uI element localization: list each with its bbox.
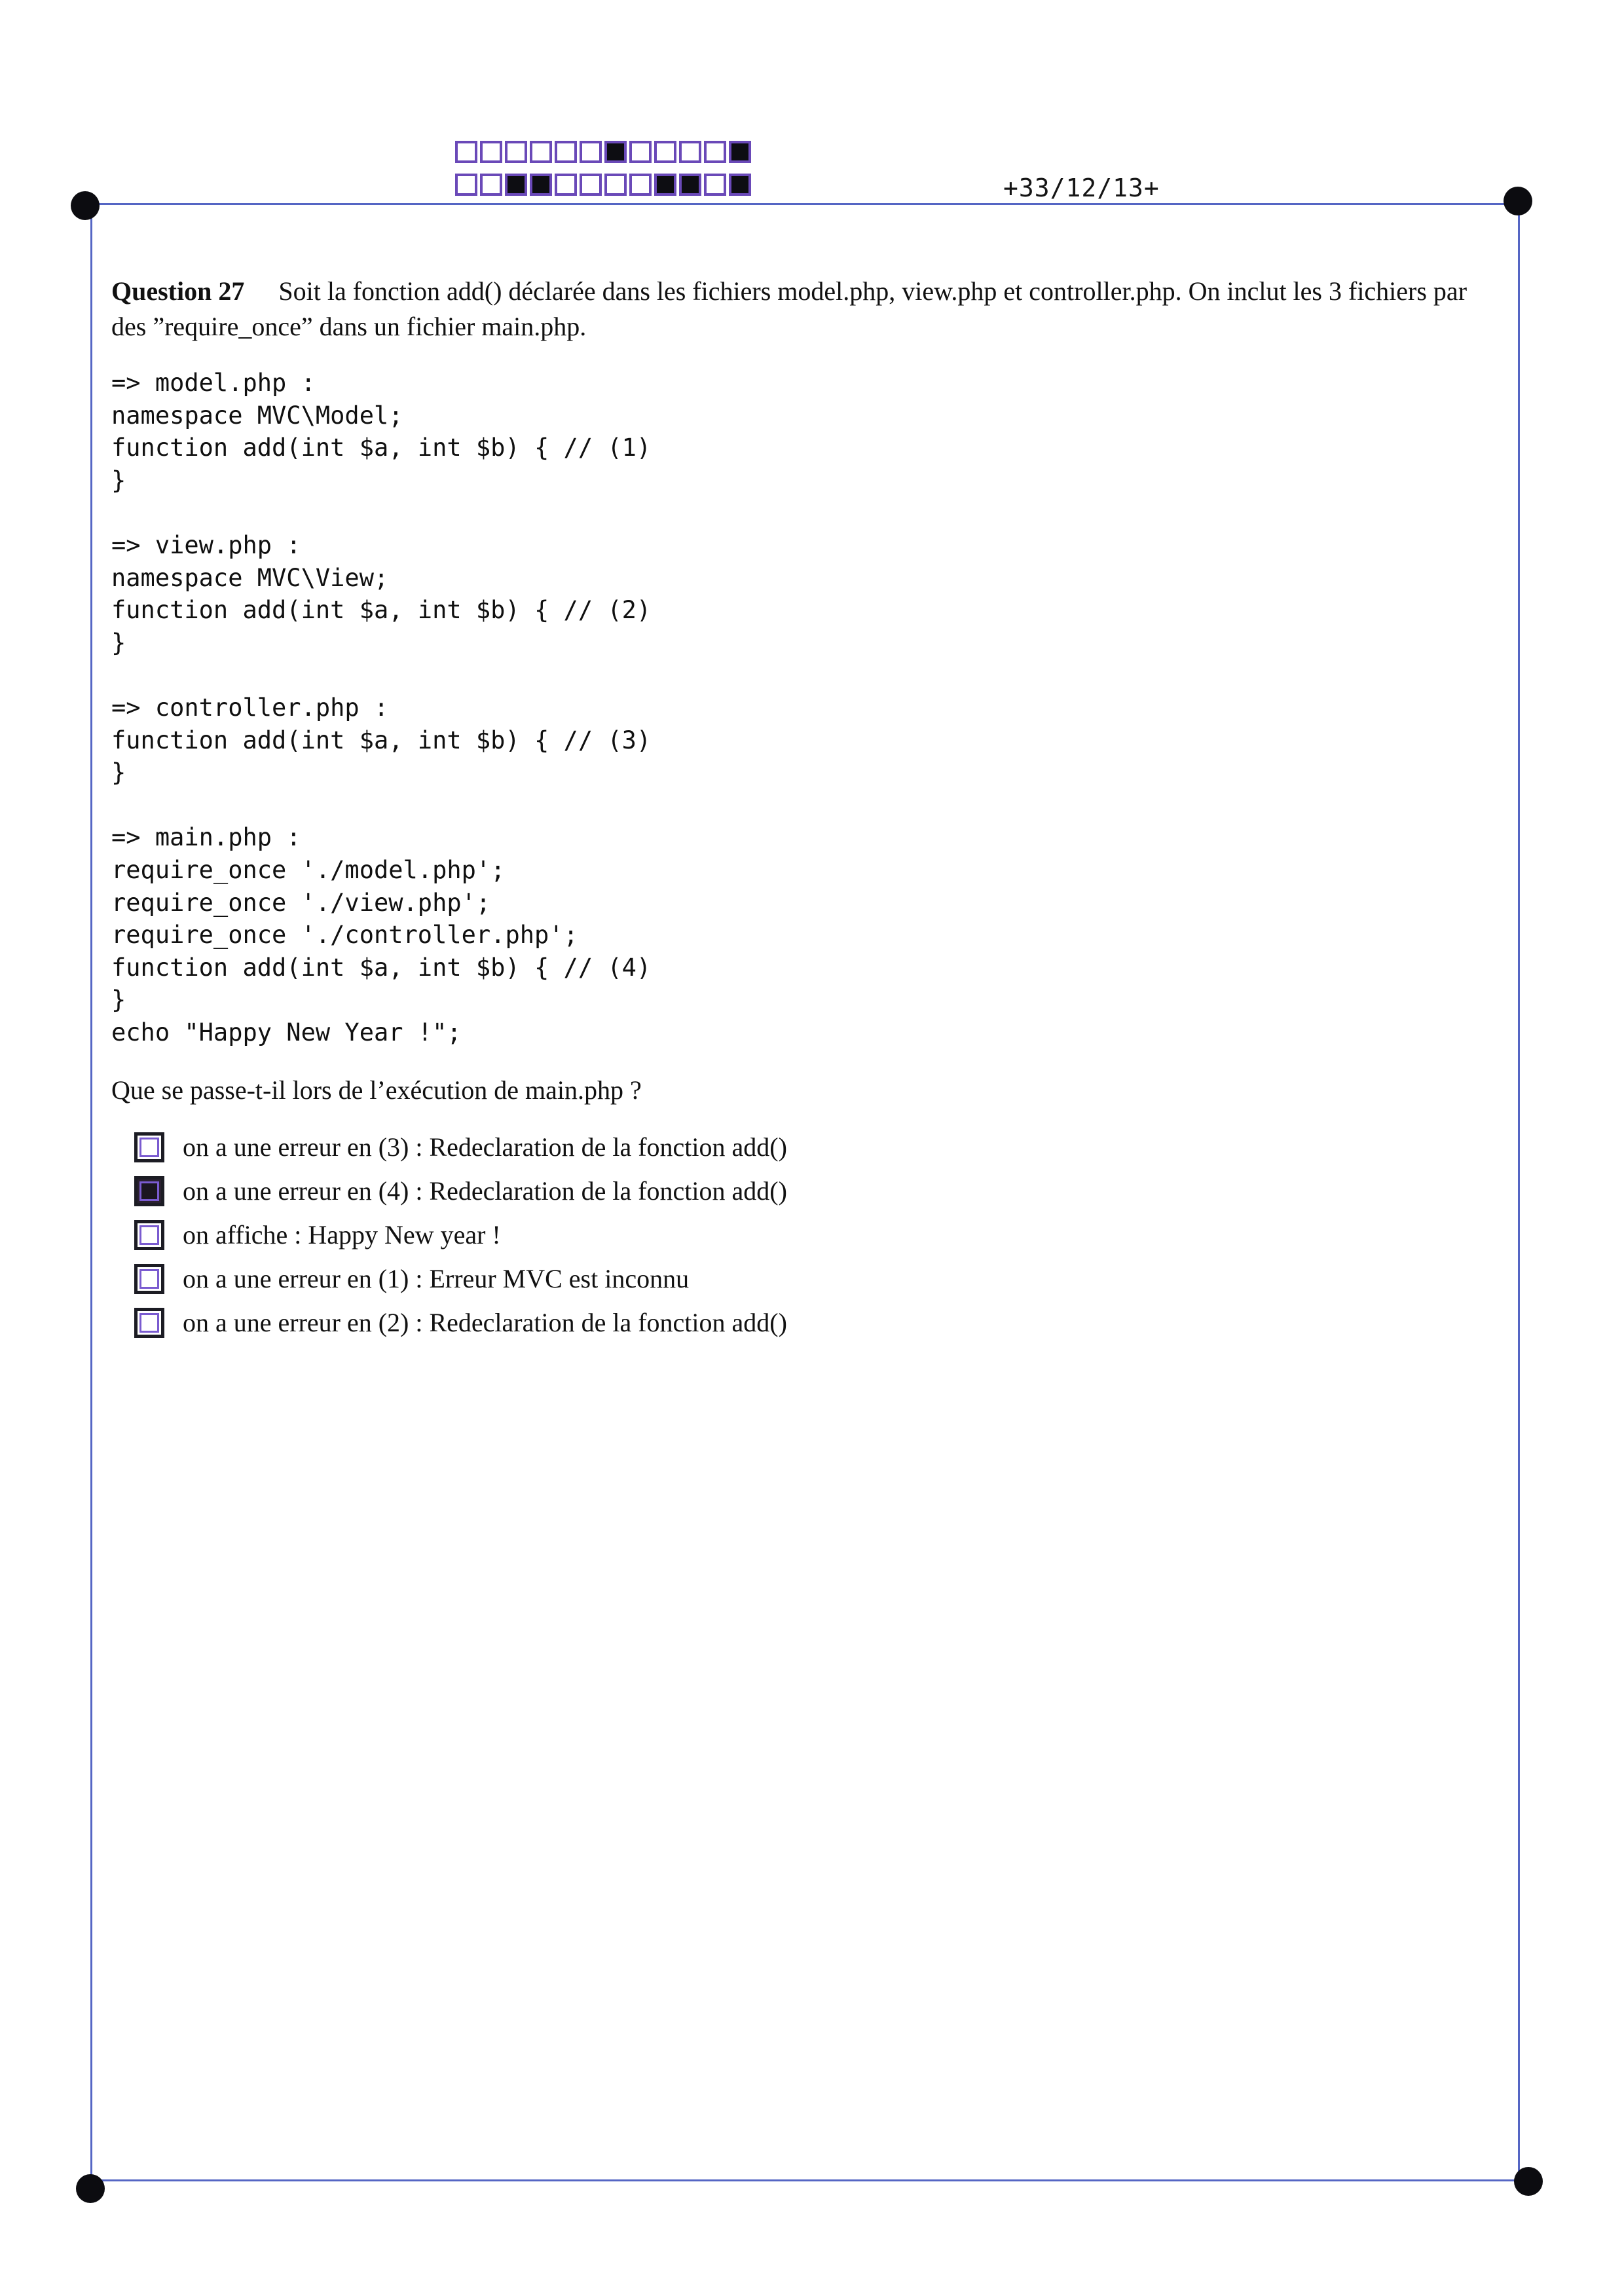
id-code-row-2 bbox=[455, 174, 754, 196]
id-code-cell bbox=[455, 174, 477, 196]
question-prompt: Que se passe-t-il lors de l’exécution de main.php ? bbox=[111, 1075, 642, 1105]
code-line: require_once './controller.php'; bbox=[111, 921, 578, 950]
code-line bbox=[111, 659, 651, 692]
code-line: => view.php : bbox=[111, 530, 301, 559]
code-line: namespace MVC\View; bbox=[111, 563, 389, 592]
answer-option[interactable] bbox=[134, 1257, 787, 1301]
answer-checkbox[interactable] bbox=[134, 1132, 164, 1162]
id-code-cell bbox=[505, 174, 527, 196]
id-code-cell bbox=[679, 174, 701, 196]
answer-option[interactable] bbox=[134, 1169, 787, 1213]
id-code-cell bbox=[704, 141, 726, 163]
page-id: +33/12/13+ bbox=[1003, 174, 1160, 202]
corner-marker-bottom-right bbox=[1514, 2167, 1543, 2196]
code-line: => controller.php : bbox=[111, 693, 389, 722]
code-line bbox=[111, 789, 651, 822]
id-code-cell bbox=[604, 141, 627, 163]
code-line: => main.php : bbox=[111, 823, 301, 852]
code-line: function add(int $a, int $b) { // (1) bbox=[111, 434, 652, 462]
answer-list bbox=[134, 1125, 787, 1344]
id-code-cell bbox=[729, 141, 751, 163]
code-line: require_once './model.php'; bbox=[111, 855, 506, 884]
id-code-cell bbox=[555, 174, 577, 196]
id-code-cell bbox=[480, 141, 502, 163]
id-code-cell bbox=[729, 174, 751, 196]
corner-marker-bottom-left bbox=[76, 2174, 105, 2203]
id-code-cell bbox=[679, 141, 701, 163]
corner-marker-top-right bbox=[1504, 187, 1532, 215]
corner-marker-top-left bbox=[71, 191, 100, 220]
code-line: echo "Happy New Year !"; bbox=[111, 1018, 462, 1046]
id-code-cell bbox=[704, 174, 726, 196]
id-code-cell bbox=[455, 141, 477, 163]
id-code-cell bbox=[480, 174, 502, 196]
answer-checkbox[interactable] bbox=[134, 1264, 164, 1294]
question-statement bbox=[111, 274, 1500, 344]
code-line: } bbox=[111, 466, 126, 494]
answer-checkbox[interactable] bbox=[134, 1220, 164, 1250]
id-code-cell bbox=[580, 141, 602, 163]
answer-text: on a une erreur en (1) : Erreur MVC est inconnu bbox=[183, 1264, 690, 1293]
id-code-cell bbox=[530, 141, 552, 163]
code-line: function add(int $a, int $b) { // (3) bbox=[111, 726, 652, 754]
code-block bbox=[111, 367, 651, 1048]
frame-left-line bbox=[90, 203, 92, 2181]
id-code-row-1 bbox=[455, 141, 754, 163]
code-line: function add(int $a, int $b) { // (2) bbox=[111, 596, 652, 625]
code-line: namespace MVC\Model; bbox=[111, 401, 403, 430]
id-code-cell bbox=[629, 174, 652, 196]
code-line: function add(int $a, int $b) { // (4) bbox=[111, 953, 652, 982]
frame-bottom-line bbox=[90, 2179, 1520, 2181]
question-text: Soit la fonction add() déclarée dans les fichiers model.php, view.php et controller.php. On inclut les 3 fichiers par des ”require_once” dans un fichier main.php. bbox=[111, 276, 1467, 341]
answer-text: on affiche : Happy New year ! bbox=[183, 1220, 501, 1250]
code-line: } bbox=[111, 986, 126, 1014]
code-line bbox=[111, 496, 651, 529]
id-code-cell bbox=[604, 174, 627, 196]
answer-checkbox[interactable] bbox=[134, 1176, 164, 1206]
question-label: Question 27 bbox=[111, 276, 245, 306]
id-code-cell bbox=[654, 174, 676, 196]
id-code-cell bbox=[629, 141, 652, 163]
answer-option[interactable] bbox=[134, 1125, 787, 1169]
answer-checkbox[interactable] bbox=[134, 1308, 164, 1338]
code-line: } bbox=[111, 628, 126, 657]
id-code-cell bbox=[555, 141, 577, 163]
answer-text: on a une erreur en (2) : Redeclaration de la fonction add() bbox=[183, 1308, 787, 1337]
id-code-cell bbox=[580, 174, 602, 196]
answer-text: on a une erreur en (3) : Redeclaration de la fonction add() bbox=[183, 1132, 787, 1162]
id-code-cell bbox=[654, 141, 676, 163]
answer-option[interactable] bbox=[134, 1301, 787, 1344]
answer-option[interactable] bbox=[134, 1213, 787, 1257]
code-line: require_once './view.php'; bbox=[111, 888, 491, 917]
answer-text: on a une erreur en (4) : Redeclaration de la fonction add() bbox=[183, 1176, 787, 1206]
id-code-cell bbox=[530, 174, 552, 196]
code-line: } bbox=[111, 758, 126, 787]
code-line: => model.php : bbox=[111, 369, 316, 397]
id-code-cell bbox=[505, 141, 527, 163]
frame-top-line bbox=[85, 203, 1519, 205]
frame-right-line bbox=[1518, 203, 1520, 2181]
